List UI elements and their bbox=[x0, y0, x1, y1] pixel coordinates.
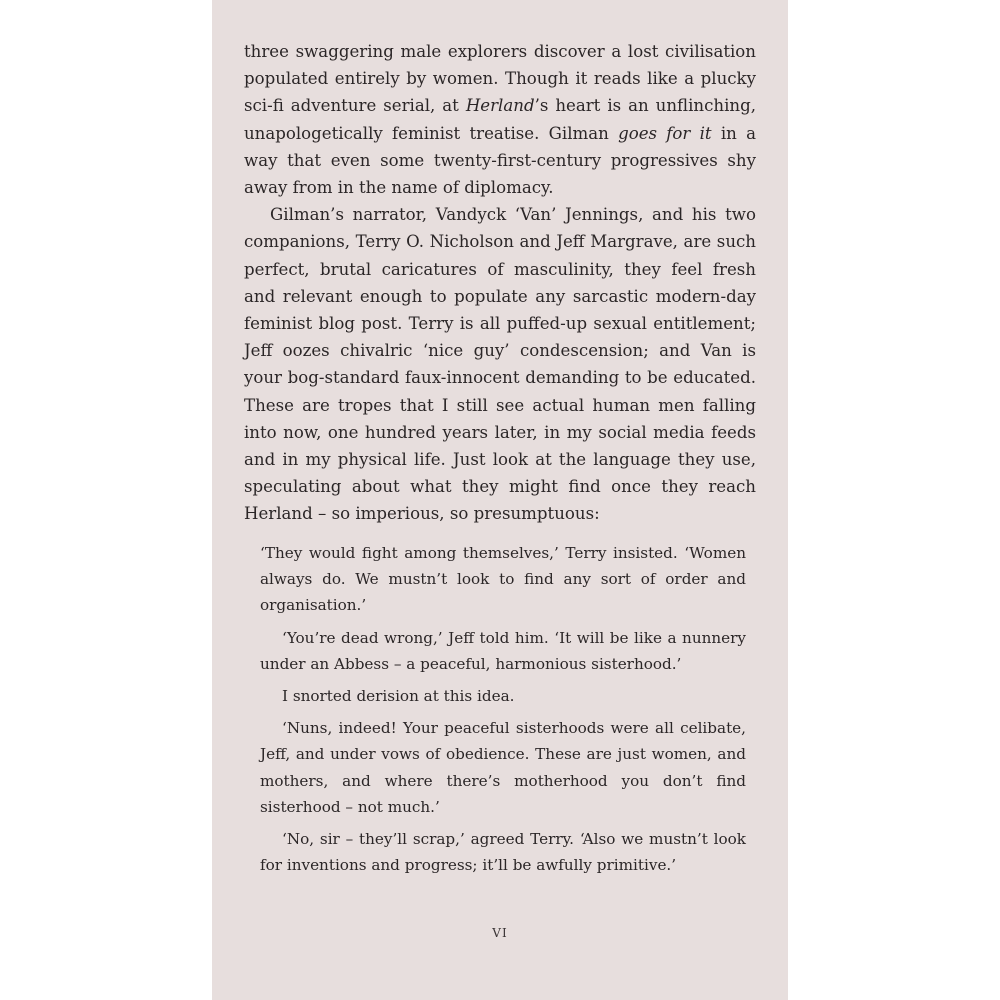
quote-line-2: ‘You’re dead wrong,’ Jeff told him. ‘It will be like a nunnery under an Abbess – a peaceful, harmonious sisterhood.’ bbox=[260, 628, 746, 673]
paragraph-2: Gilman’s narrator, Vandyck ‘Van’ Jennings, and his two companions, Terry O. Nicholson and Jeff Margrave, are such perfect, brutal caricatures of masculinity, they feel fresh and relevant enough to populate any sarcastic modern-day feminist blog post. Terry is all puffed-up sexual entitlement; Jeff oozes chivalric ‘nice guy’ condescension; and Van is your bog-standard faux-innocent demanding to be educated. These are tropes that I still see actual human men falling into now, one hundred years later, in my social media feeds and in my physical life. Just look at the language they use, speculating about what they might find once they reach Herland – so imperious, so presumptuous: bbox=[244, 205, 756, 524]
paragraph-1-italic-herland: Herland bbox=[465, 96, 535, 116]
quote-line-3: I snorted derision at this idea. bbox=[282, 687, 515, 706]
book-page bbox=[212, 0, 788, 1000]
quote-line-4: ‘Nuns, indeed! Your peaceful sisterhoods were all celibate, Jeff, and under vows of obedience. These are just women, and mothers, and where there’s motherhood you don’t find sisterhood – not much.’ bbox=[260, 719, 746, 816]
paragraph-1-text-a: three swaggering male explorers discover a lost civilisation populated entirely by women. Though it reads like a plucky sci-fi adventure serial, at bbox=[244, 42, 756, 116]
quote-line-5: ‘No, sir – they’ll scrap,’ agreed Terry. ‘Also we mustn’t look for inventions and progress; it’ll be awfully primitive.’ bbox=[260, 830, 746, 875]
block-quote bbox=[260, 540, 746, 884]
page-number: VI bbox=[492, 926, 508, 940]
paragraph-1-text-b: ’s heart is an unflinching, unapologetically feminist treatise. Gilman bbox=[244, 96, 756, 143]
paragraph-1-text-c: in a way that even some twenty-first-century progressives shy away from in the name of diplomacy. bbox=[244, 123, 756, 198]
quote-line-1: ‘They would fight among themselves,’ Terry insisted. ‘Women always do. We mustn’t look to find any sort of order and organisation.’ bbox=[260, 544, 746, 615]
paragraph-1-italic-goes-for-it: goes for it bbox=[618, 123, 712, 143]
paragraph-1 bbox=[244, 38, 756, 201]
body-text bbox=[244, 38, 756, 528]
